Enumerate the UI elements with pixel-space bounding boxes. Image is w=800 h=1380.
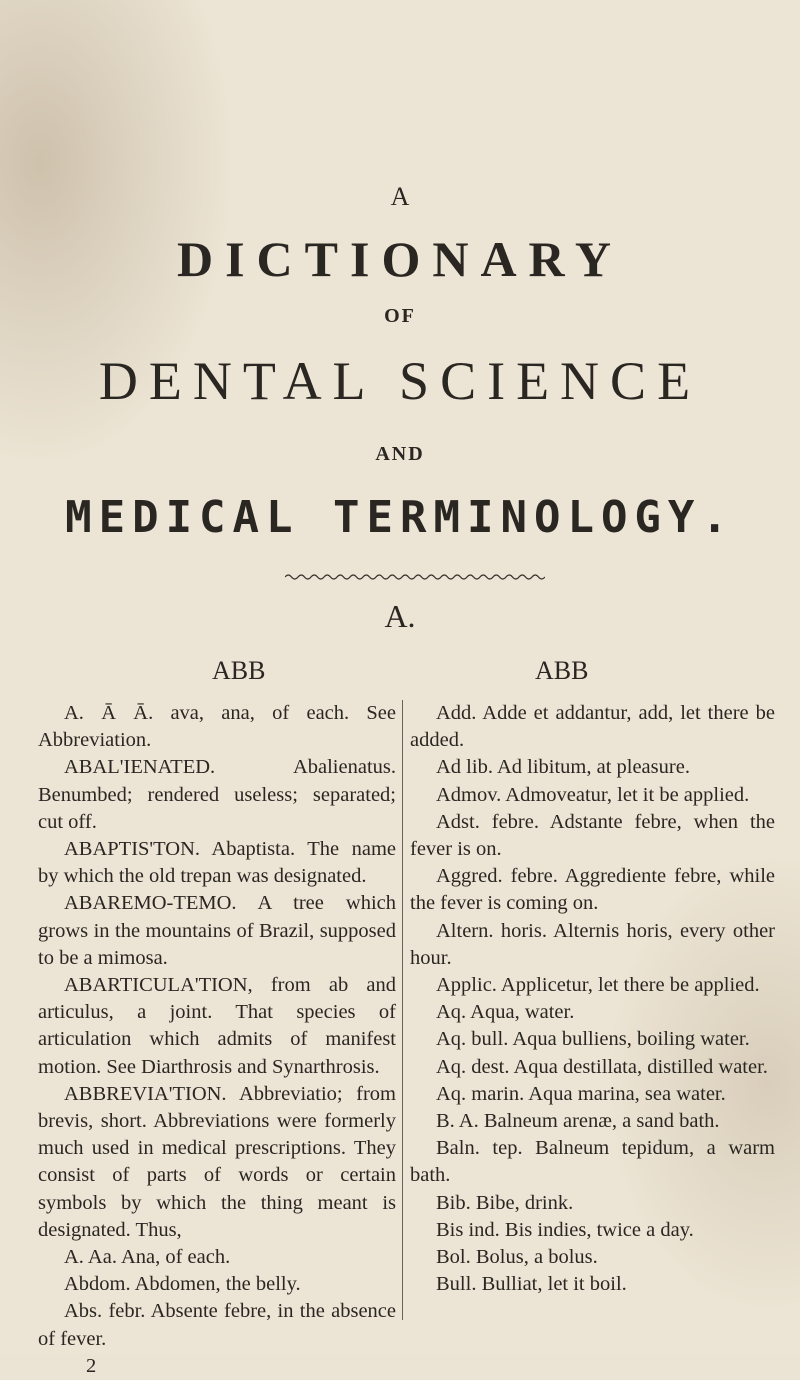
dictionary-entry: ABAL'IENATED. Abalienatus. Benumbed; rendered useless; separated; cut off.: [38, 756, 396, 833]
dictionary-entry: ABARTICULA'TION, from ab and articulus, a joint. That species of articulation which admits of manifest motion. See Diarthrosis and Synarthrosis.: [38, 974, 396, 1078]
abbreviation-entry: Altern. horis. Alternis horis, every other hour.: [410, 919, 775, 969]
dictionary-entry: ABAREMO-TEMO. A tree which grows in the mountains of Brazil, supposed to be a mimosa.: [38, 892, 396, 969]
right-column-running-head: ABB: [535, 656, 589, 685]
abbreviation-entry: Bull. Bulliat, let it boil.: [436, 1273, 627, 1296]
dictionary-entry: ABBREVIA'TION. Abbreviatio; from brevis, short. Abbreviations were formerly much used in medical prescriptions. They consist of parts of words or certain symbols by which the thing meant is designated. Thus,: [38, 1082, 396, 1241]
abbreviation-entry: Bib. Bibe, drink.: [436, 1191, 574, 1214]
decorative-wavy-rule: [285, 573, 545, 581]
abbreviation-entry: Abdom. Abdomen, the belly.: [64, 1273, 301, 1296]
abbreviation-entry: Bis ind. Bis indies, twice a day.: [436, 1218, 694, 1241]
section-letter: A.: [384, 598, 416, 634]
column-divider: [402, 700, 403, 1320]
abbreviation-entry: Bol. Bolus, a bolus.: [436, 1246, 598, 1269]
abbreviation-entry: Aggred. febre. Aggrediente febre, while the fever is coming on.: [410, 865, 775, 915]
abbreviation-entry: Baln. tep. Balneum tepidum, a warm bath.: [410, 1137, 775, 1187]
title-dental-science: DENTAL SCIENCE: [98, 351, 702, 411]
title-medical-terminology: MEDICAL TERMINOLOGY.: [65, 492, 735, 543]
dictionary-entry: A. Ā Ā. ava, ana, of each. See Abbreviation.: [38, 702, 396, 752]
abbreviation-entry: B. A. Balneum arenæ, a sand bath.: [436, 1110, 720, 1133]
left-column: [38, 700, 396, 1380]
abbreviation-entry: Aq. Aqua, water.: [436, 1001, 575, 1024]
abbreviation-entry: Applic. Applicetur, let there be applied.: [436, 974, 760, 997]
abbreviation-entry: Aq. marin. Aqua marina, sea water.: [436, 1082, 726, 1105]
abbreviation-entry: Admov. Admoveatur, let it be applied.: [436, 783, 750, 806]
title-dictionary: DICTIONARY: [176, 231, 624, 287]
abbreviation-entry: A. Aa. Ana, of each.: [64, 1246, 231, 1269]
title-of: OF: [384, 305, 416, 327]
abbreviation-entry: Abs. febr. Absente febre, in the absence of fever.: [38, 1300, 396, 1350]
title-letter: A: [390, 182, 410, 211]
abbreviation-entry: Adst. febre. Adstante febre, when the fever is on.: [410, 810, 775, 861]
signature-mark: 2: [86, 1354, 97, 1377]
abbreviation-entry: Ad lib. Ad libitum, at pleasure.: [436, 756, 690, 779]
dictionary-entry: ABAPTIS'TON. Abaptista. The name by which the old trepan was designated.: [38, 838, 396, 888]
abbreviation-entry: Aq. dest. Aqua destillata, distilled water.: [436, 1055, 768, 1078]
left-column-running-head: ABB: [212, 656, 266, 685]
abbreviation-entry: Aq. bull. Aqua bulliens, boiling water.: [436, 1028, 750, 1051]
abbreviation-entry: Add. Adde et addantur, add, let there be added.: [410, 702, 775, 752]
title-and: AND: [375, 443, 425, 465]
right-column: [410, 700, 775, 1298]
